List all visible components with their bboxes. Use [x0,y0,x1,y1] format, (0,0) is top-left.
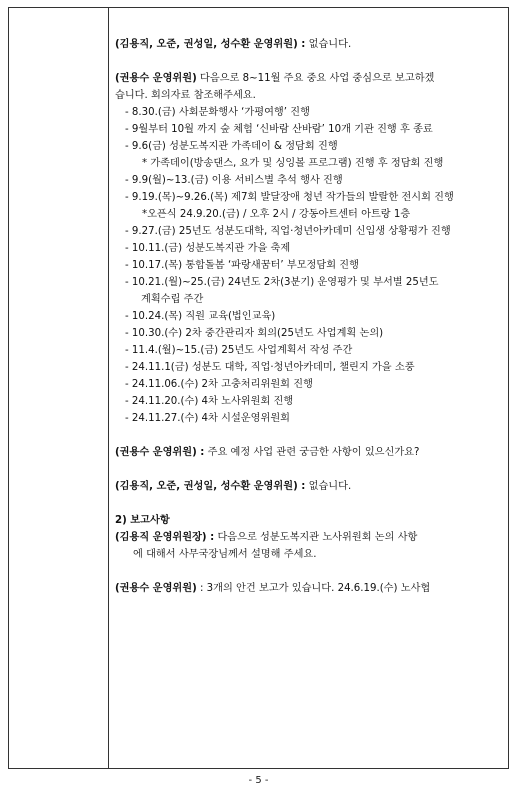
paragraph-chair-request [115,529,500,546]
list-item: - 10.11.(금) 성분도복지관 가을 축제 [125,243,291,254]
list-subitem: *오픈식 24.9.20.(금) / 오후 2시 / 강동아트센터 아트랑 1층 [142,209,411,220]
statement: 없습니다. [305,39,352,50]
paragraph-report-intro [115,70,500,87]
list-item: - 9.27.(금) 25년도 성분도대학, 직업·청년아카데미 신입생 상황평가 진행 [125,226,451,237]
statement: 없습니다. [305,481,352,492]
list-item: - 24.11.1(금) 성분도 대학, 직업·청년아카데미, 챌린지 가을 소풍 [125,362,415,373]
list-item: - 9.19.(목)~9.26.(목) 제7회 발달장애 청년 작가들의 발랄한 전시회 진행 [125,192,454,203]
list-item: - 24.11.06.(수) 2차 고충처리위원회 진행 [125,379,313,390]
list-item: - 10.30.(수) 2차 중간관리자 회의(25년도 사업계획 논의) [125,328,384,339]
speaker: (권용수 운영위원) [115,73,197,84]
minutes-content [115,8,500,597]
paragraph-agenda-report [115,580,500,597]
list-item-continuation: 계획수립 주간 [141,294,204,305]
list-item: - 11.4.(월)~15.(금) 25년도 사업계획서 작성 주간 [125,345,353,356]
speaker: (권용수 운영위원) : [115,447,205,458]
paragraph-no-comments-2 [115,478,500,495]
list-item: - 10.24.(목) 직원 교육(법인교육) [125,311,276,322]
paragraph-question [115,444,500,461]
speaker: (김용직, 오준, 권성일, 성수환 운영위원) : [115,481,306,492]
speaker: (권용수 운영위원) [115,583,197,594]
statement-continuation: 습니다. 회의자료 참조해주세요. [115,90,256,101]
page-number: - 5 - [248,775,269,786]
left-column-cell [9,8,109,768]
list-item: - 10.17.(목) 통합돌봄 ‘파랑새꿈터’ 부모정담회 진행 [125,260,359,271]
list-item: - 9.6(금) 성분도복지관 가족데이 & 정담회 진행 [125,141,338,152]
statement: 다음으로 성분도복지관 노사위원회 논의 사항 [214,532,418,543]
list-item: - 24.11.27.(수) 4차 시설운영위원회 [125,413,290,424]
speaker: (김용직, 오준, 권성일, 성수환 운영위원) : [115,39,306,50]
list-item: - 10.21.(월)~25.(금) 24년도 2차(3분기) 운영평가 및 부서별 25년도 [125,277,439,288]
list-subitem: * 가족데이(방송댄스, 요가 및 싱잉볼 프로그램) 진행 후 정담회 진행 [142,158,444,169]
minutes-table [8,7,509,769]
paragraph-no-comments-1 [115,36,500,53]
statement-continuation: 에 대해서 사무국장님께서 설명해 주세요. [133,549,317,560]
statement: : 3개의 안건 보고가 있습니다. 24.6.19.(수) 노사협 [196,583,431,594]
list-item: - 8.30.(금) 사회문화행사 ‘가평여행’ 진행 [125,107,310,118]
statement: 주요 예정 사업 관련 궁금한 사항이 있으신가요? [204,447,420,458]
list-item: - 9.9(월)~13.(금) 이용 서비스별 추석 행사 진행 [125,175,343,186]
statement: 다음으로 8~11월 주요 중요 사업 중심으로 보고하겠 [196,73,435,84]
list-item: - 9월부터 10월 까지 숲 체험 ‘신바람 산바람’ 10개 기관 진행 후 종료 [125,124,433,135]
speaker: (김용직 운영위원장) : [115,532,215,543]
section-heading: 2) 보고사항 [115,515,170,526]
list-item: - 24.11.20.(수) 4차 노사위원회 진행 [125,396,294,407]
